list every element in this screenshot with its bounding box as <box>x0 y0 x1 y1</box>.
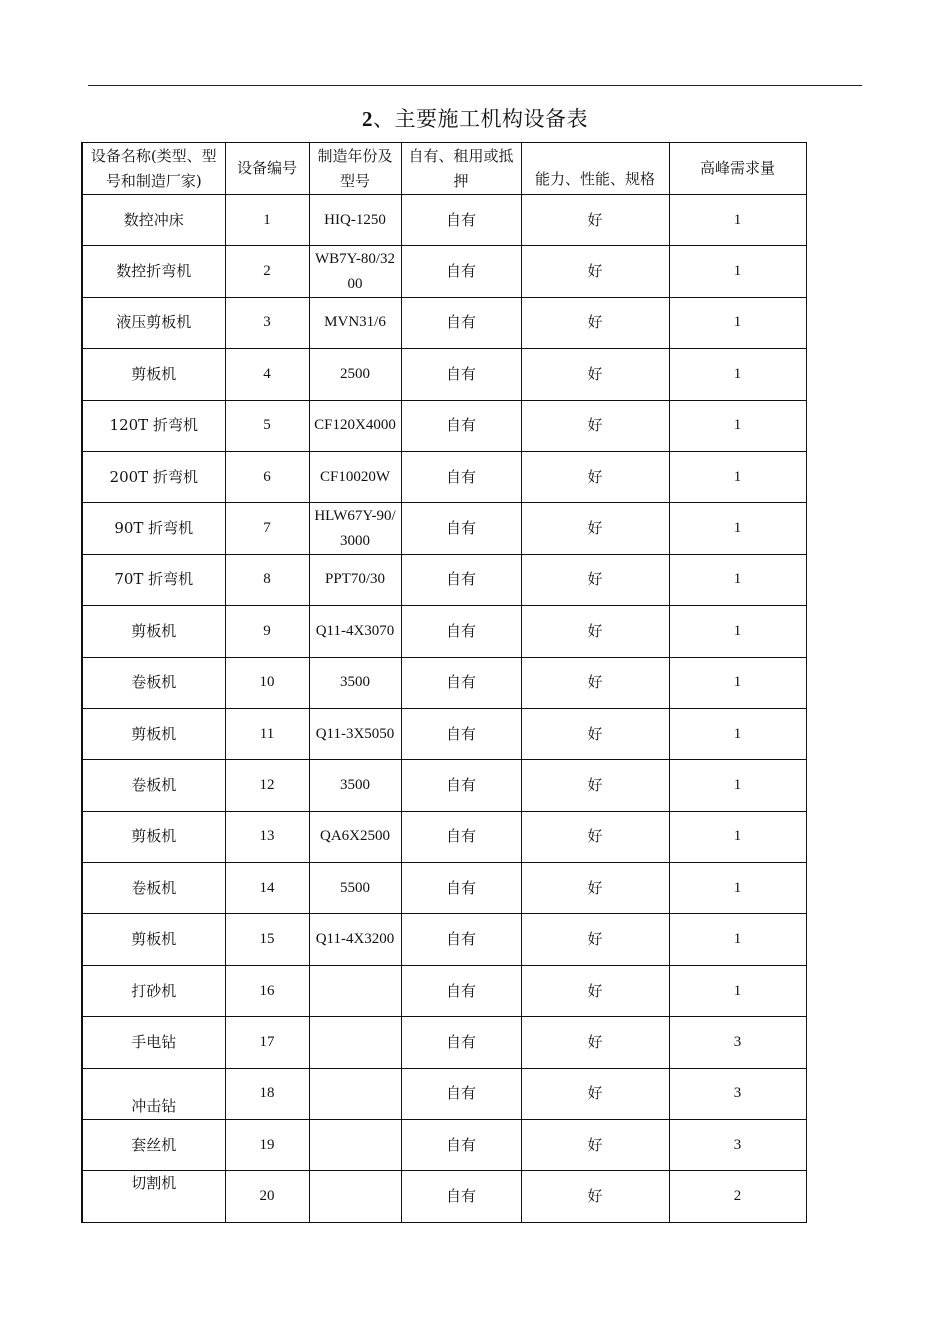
table-row <box>82 400 806 451</box>
cell-equipment-number: 12 <box>225 760 309 811</box>
cell-performance: 好 <box>521 400 669 451</box>
cell-performance: 好 <box>521 863 669 914</box>
cell-peak-demand: 2 <box>669 1171 806 1222</box>
cell-performance: 好 <box>521 965 669 1016</box>
cell-ownership: 自有 <box>401 1120 521 1171</box>
cell-peak-demand: 1 <box>669 554 806 605</box>
table-row <box>82 606 806 657</box>
cell-performance: 好 <box>521 914 669 965</box>
cell-ownership: 自有 <box>401 863 521 914</box>
cell-equipment-name: 切割机 <box>82 1171 225 1222</box>
cell-equipment-name: 数控折弯机 <box>82 246 225 297</box>
header-rule <box>88 85 862 86</box>
cell-ownership: 自有 <box>401 400 521 451</box>
table-row <box>82 708 806 759</box>
cell-performance: 好 <box>521 708 669 759</box>
cell-peak-demand: 3 <box>669 1120 806 1171</box>
cell-performance: 好 <box>521 451 669 502</box>
table-row <box>82 503 806 554</box>
cell-equipment-name: 90T 折弯机 <box>82 503 225 554</box>
cell-equipment-number: 20 <box>225 1171 309 1222</box>
cell-equipment-number: 15 <box>225 914 309 965</box>
cell-equipment-name: 剪板机 <box>82 914 225 965</box>
cell-equipment-name: 冲击钻 <box>82 1068 225 1119</box>
table-row <box>82 246 806 297</box>
cell-performance: 好 <box>521 1171 669 1222</box>
cell-equipment-number: 19 <box>225 1120 309 1171</box>
table-row <box>82 1171 806 1222</box>
cell-peak-demand: 1 <box>669 246 806 297</box>
cell-peak-demand: 3 <box>669 1017 806 1068</box>
table-row <box>82 195 806 246</box>
table-row <box>82 1017 806 1068</box>
cell-equipment-name: 120T 折弯机 <box>82 400 225 451</box>
table-row <box>82 760 806 811</box>
page-title <box>0 104 950 134</box>
cell-performance: 好 <box>521 1017 669 1068</box>
cell-equipment-name: 打砂机 <box>82 965 225 1016</box>
cell-ownership: 自有 <box>401 965 521 1016</box>
table-row <box>82 1068 806 1119</box>
cell-equipment-name: 剪板机 <box>82 708 225 759</box>
cell-year-model <box>309 1068 401 1119</box>
cell-peak-demand: 1 <box>669 965 806 1016</box>
table-row <box>82 451 806 502</box>
table-header-row <box>82 143 806 195</box>
cell-equipment-number: 5 <box>225 400 309 451</box>
cell-peak-demand: 1 <box>669 914 806 965</box>
cell-year-model <box>309 965 401 1016</box>
cell-year-model: Q11-3X5050 <box>309 708 401 759</box>
cell-equipment-number: 9 <box>225 606 309 657</box>
cell-equipment-number: 7 <box>225 503 309 554</box>
cell-performance: 好 <box>521 760 669 811</box>
cell-ownership: 自有 <box>401 1171 521 1222</box>
cell-peak-demand: 1 <box>669 349 806 400</box>
cell-equipment-number: 8 <box>225 554 309 605</box>
cell-ownership: 自有 <box>401 760 521 811</box>
cell-equipment-name: 手电钻 <box>82 1017 225 1068</box>
cell-ownership: 自有 <box>401 297 521 348</box>
header-ownership: 自有、租用或抵押 <box>401 143 521 195</box>
equipment-table <box>81 142 807 1223</box>
table-row <box>82 1120 806 1171</box>
cell-year-model: CF10020W <box>309 451 401 502</box>
cell-year-model: PPT70/30 <box>309 554 401 605</box>
cell-ownership: 自有 <box>401 708 521 759</box>
cell-equipment-name: 数控冲床 <box>82 195 225 246</box>
cell-peak-demand: 1 <box>669 760 806 811</box>
cell-equipment-number: 11 <box>225 708 309 759</box>
cell-performance: 好 <box>521 811 669 862</box>
cell-year-model <box>309 1017 401 1068</box>
table-row <box>82 965 806 1016</box>
cell-equipment-number: 3 <box>225 297 309 348</box>
cell-equipment-name: 200T 折弯机 <box>82 451 225 502</box>
cell-ownership: 自有 <box>401 246 521 297</box>
cell-equipment-number: 13 <box>225 811 309 862</box>
cell-year-model: MVN31/6 <box>309 297 401 348</box>
cell-year-model <box>309 1120 401 1171</box>
cell-equipment-number: 16 <box>225 965 309 1016</box>
cell-performance: 好 <box>521 195 669 246</box>
cell-year-model: 3500 <box>309 657 401 708</box>
table-row <box>82 811 806 862</box>
cell-peak-demand: 1 <box>669 606 806 657</box>
cell-peak-demand: 3 <box>669 1068 806 1119</box>
cell-ownership: 自有 <box>401 657 521 708</box>
cell-peak-demand: 1 <box>669 297 806 348</box>
cell-ownership: 自有 <box>401 195 521 246</box>
cell-equipment-number: 10 <box>225 657 309 708</box>
cell-ownership: 自有 <box>401 1017 521 1068</box>
cell-year-model: HIQ-1250 <box>309 195 401 246</box>
cell-equipment-number: 6 <box>225 451 309 502</box>
header-peak-demand: 高峰需求量 <box>669 143 806 195</box>
cell-ownership: 自有 <box>401 349 521 400</box>
table-row <box>82 657 806 708</box>
cell-year-model <box>309 1171 401 1222</box>
cell-equipment-number: 4 <box>225 349 309 400</box>
cell-equipment-name: 套丝机 <box>82 1120 225 1171</box>
cell-peak-demand: 1 <box>669 503 806 554</box>
cell-year-model: 5500 <box>309 863 401 914</box>
table-row <box>82 914 806 965</box>
cell-performance: 好 <box>521 1068 669 1119</box>
cell-year-model: WB7Y-80/3200 <box>309 246 401 297</box>
cell-performance: 好 <box>521 606 669 657</box>
table-row <box>82 863 806 914</box>
cell-ownership: 自有 <box>401 451 521 502</box>
cell-peak-demand: 1 <box>669 657 806 708</box>
cell-equipment-number: 1 <box>225 195 309 246</box>
cell-equipment-name: 卷板机 <box>82 863 225 914</box>
cell-equipment-name: 卷板机 <box>82 657 225 708</box>
cell-year-model: HLW67Y-90/3000 <box>309 503 401 554</box>
cell-equipment-number: 14 <box>225 863 309 914</box>
cell-ownership: 自有 <box>401 606 521 657</box>
cell-equipment-name: 剪板机 <box>82 349 225 400</box>
header-performance: 能力、性能、规格 <box>521 143 669 195</box>
cell-equipment-name: 剪板机 <box>82 606 225 657</box>
header-equipment-number: 设备编号 <box>225 143 309 195</box>
cell-equipment-name: 70T 折弯机 <box>82 554 225 605</box>
cell-year-model: Q11-4X3200 <box>309 914 401 965</box>
table-row <box>82 297 806 348</box>
header-equipment-name: 设备名称(类型、型号和制造厂家) <box>82 143 225 195</box>
header-year-model: 制造年份及型号 <box>309 143 401 195</box>
cell-year-model: 3500 <box>309 760 401 811</box>
table-body <box>82 195 806 1223</box>
cell-performance: 好 <box>521 657 669 708</box>
cell-year-model: Q11-4X3070 <box>309 606 401 657</box>
cell-performance: 好 <box>521 297 669 348</box>
cell-equipment-name: 卷板机 <box>82 760 225 811</box>
cell-performance: 好 <box>521 554 669 605</box>
cell-equipment-name: 液压剪板机 <box>82 297 225 348</box>
cell-performance: 好 <box>521 1120 669 1171</box>
cell-equipment-name: 剪板机 <box>82 811 225 862</box>
cell-peak-demand: 1 <box>669 400 806 451</box>
cell-equipment-number: 17 <box>225 1017 309 1068</box>
cell-ownership: 自有 <box>401 1068 521 1119</box>
table-row <box>82 554 806 605</box>
cell-performance: 好 <box>521 503 669 554</box>
cell-peak-demand: 1 <box>669 863 806 914</box>
cell-ownership: 自有 <box>401 811 521 862</box>
cell-year-model: 2500 <box>309 349 401 400</box>
cell-peak-demand: 1 <box>669 811 806 862</box>
cell-year-model: QA6X2500 <box>309 811 401 862</box>
title-number: 2 <box>362 107 373 131</box>
cell-ownership: 自有 <box>401 914 521 965</box>
cell-equipment-number: 18 <box>225 1068 309 1119</box>
table-row <box>82 349 806 400</box>
title-text: 、主要施工机构设备表 <box>373 107 588 131</box>
cell-peak-demand: 1 <box>669 708 806 759</box>
cell-peak-demand: 1 <box>669 195 806 246</box>
cell-ownership: 自有 <box>401 554 521 605</box>
cell-performance: 好 <box>521 349 669 400</box>
cell-performance: 好 <box>521 246 669 297</box>
cell-peak-demand: 1 <box>669 451 806 502</box>
cell-ownership: 自有 <box>401 503 521 554</box>
cell-equipment-number: 2 <box>225 246 309 297</box>
cell-year-model: CF120X4000 <box>309 400 401 451</box>
